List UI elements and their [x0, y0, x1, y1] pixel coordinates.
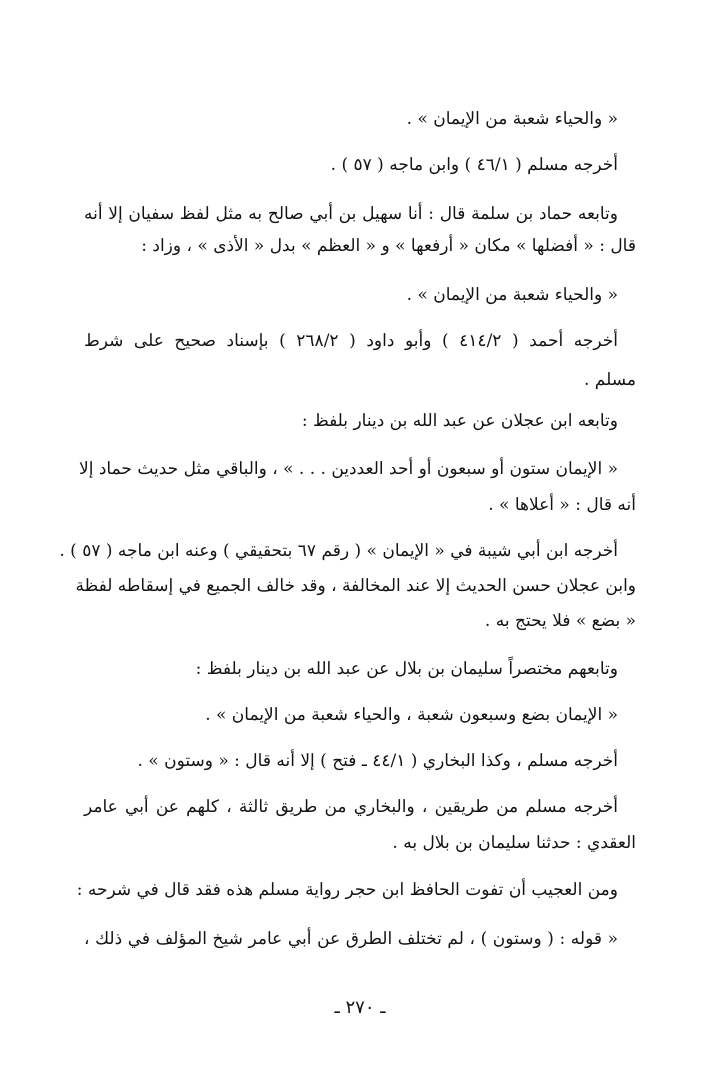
- text-line: ومن العجيب أن تفوت الحافظ ابن حجر رواية مسلم هذه فقد قال في شرحه :: [76, 880, 618, 900]
- text-line: « قوله : ( وستون ) ، لم تختلف الطرق عن أبي عامر شيخ المؤلف في ذلك ،: [84, 929, 618, 949]
- text-line: قال : « أفضلها » مكان « أرفعها » و « العظم » بدل « الأذى » ، وزاد :: [141, 236, 636, 256]
- text-line: وتابعه حماد بن سلمة قال : أنا سهيل بن أبي صالح به مثل لفظ سفيان إلا أنه: [84, 204, 618, 224]
- text-line: « الإيمان بضع وسبعون شعبة ، والحياء شعبة من الإيمان » .: [205, 705, 618, 725]
- text-line: وتابعهم مختصراً سليمان بن بلال عن عبد الله بن دينار بلفظ :: [195, 659, 618, 679]
- text-line: العقدي : حدثنا سليمان بن بلال به .: [392, 833, 636, 853]
- text-line: « بضع » فلا يحتج به .: [484, 611, 636, 631]
- text-line: أخرجه مسلم ، وكذا البخاري ( ٤٤/١ ـ فتح ) إلا أنه قال : « وستون » .: [137, 751, 618, 771]
- text-line: أخرجه أحمد ( ٤١٤/٢ ) وأبو داود ( ٢٦٨/٢ ) بإسناد صحيح على شرط: [84, 331, 618, 351]
- text-line: « الإيمان ستون أو سبعون أو أحد العددين . . . » ، والباقي مثل حديث حماد إلا: [79, 459, 618, 479]
- text-line: مسلم .: [583, 370, 636, 390]
- text-line: أخرجه مسلم ( ٤٦/١ ) وابن ماجه ( ٥٧ ) .: [330, 155, 618, 175]
- text-line: « والحياء شعبة من الإيمان » .: [406, 109, 618, 129]
- text-line: « والحياء شعبة من الإيمان » .: [406, 285, 618, 305]
- text-line: أخرجه مسلم من طريقين ، والبخاري من طريق ثالثة ، كلهم عن أبي عامر: [84, 797, 619, 817]
- page-number: ـ ٢٧٠ ـ: [334, 997, 386, 1018]
- text-line: وابن عجلان حسن الحديث إلا عند المخالفة ، وقد خالف الجميع في إسقاطه لفظة: [75, 576, 636, 596]
- text-line: أخرجه ابن أبي شيبة في « الإيمان » ( رقم ٦٧ بتحقيقي ) وعنه ابن ماجه ( ٥٧ ) .: [59, 541, 618, 561]
- text-line: أنه قال : « أعلاها » .: [488, 495, 636, 515]
- text-line: وتابعه ابن عجلان عن عبد الله بن دينار بلفظ :: [301, 411, 618, 431]
